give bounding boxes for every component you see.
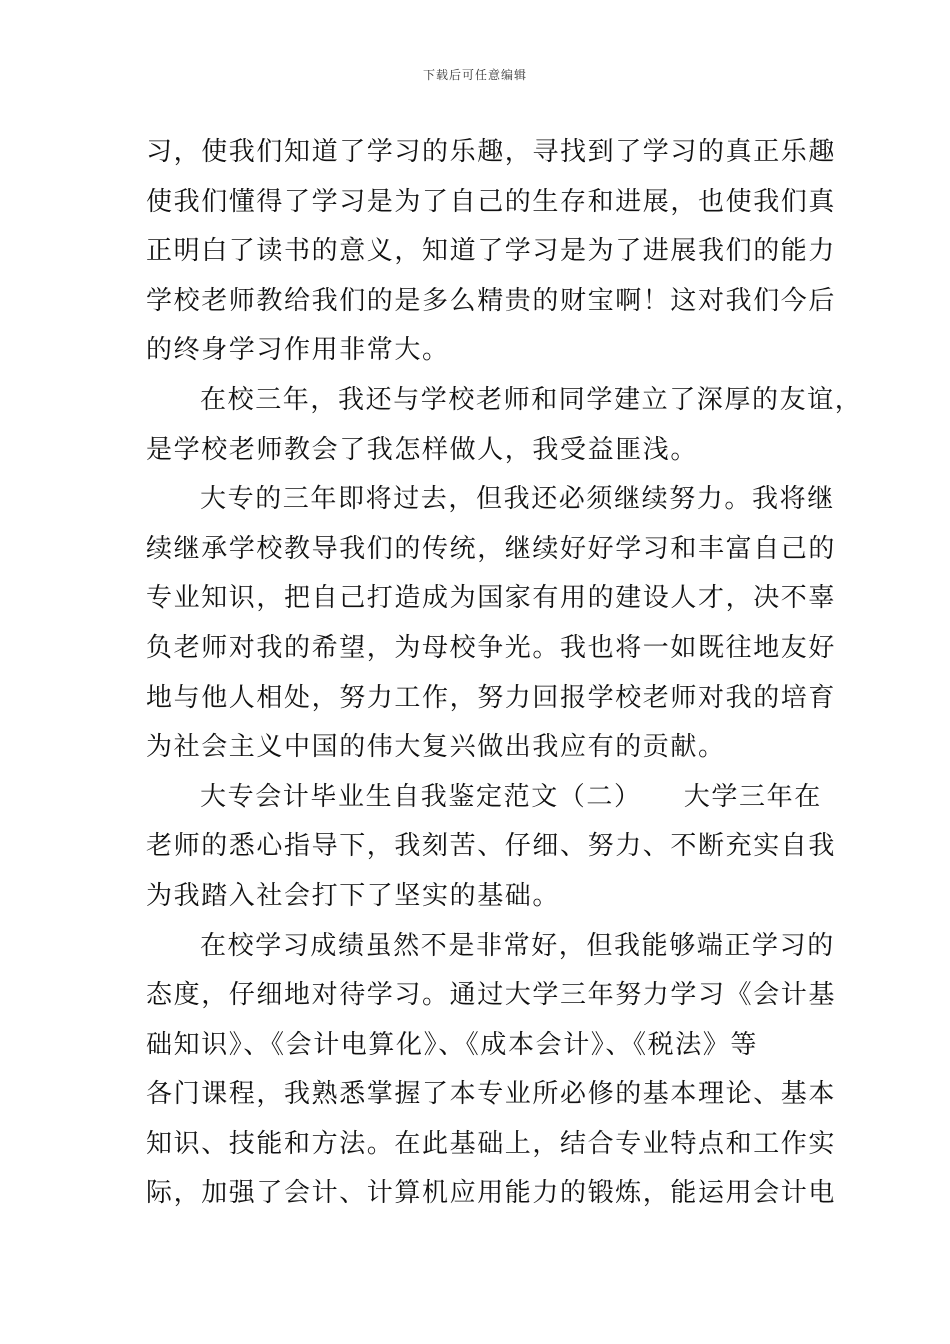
text-line: 是学校老师教会了我怎样做人，我受益匪浅。 <box>146 434 699 465</box>
document-body <box>146 128 863 1219</box>
text-line: 使我们懂得了学习是为了自己的生存和进展，也使我们真 <box>146 186 837 217</box>
text-line: 正明白了读书的意义，知道了学习是为了进展我们的能力 <box>146 236 837 267</box>
paragraph-start-line: 在校三年，我还与学校老师和同学建立了深厚的友谊， <box>200 384 863 415</box>
text-line: 老师的悉心指导下，我刻苦、仔细、努力、不断充实自我 <box>146 831 837 862</box>
text-line: 地与他人相处，努力工作，努力回报学校老师对我的培育 <box>146 682 837 713</box>
paragraph-start-line: 大专的三年即将过去，但我还必须继续努力。我将继 <box>200 484 835 515</box>
text-line: 的终身学习作用非常大。 <box>146 335 450 366</box>
text-line: 知识、技能和方法。在此基础上，结合专业特点和工作实 <box>146 1128 837 1159</box>
text-line: 际，加强了会计、计算机应用能力的锻炼，能运用会计电 <box>146 1178 837 1209</box>
text-line: 学校老师教给我们的是多么精贵的财宝啊！这对我们今后 <box>146 285 837 316</box>
text-line: 础知识》、《会计电算化》、《成本会计》、《税法》等 <box>146 1029 759 1060</box>
text-line: 态度，仔细地对待学习。通过大学三年努力学习《会计基 <box>146 980 837 1011</box>
text-line: 续继承学校教导我们的传统，继续好好学习和丰富自己的 <box>146 533 837 564</box>
text-line: 专业知识，把自己打造成为国家有用的建设人才，决不辜 <box>146 583 837 614</box>
text-line: 为社会主义中国的伟大复兴做出我应有的贡献。 <box>146 732 726 763</box>
text-line: 各门课程，我熟悉掌握了本专业所必修的基本理论、基本 <box>146 1079 837 1110</box>
paragraph-start-line: 在校学习成绩虽然不是非常好，但我能够端正学习的 <box>200 930 835 961</box>
text-line: 习，使我们知道了学习的乐趣，寻找到了学习的真正乐趣 <box>146 137 837 167</box>
section-heading-line: 大专会计毕业生自我鉴定范文（二） 大学三年在 <box>200 781 822 812</box>
page-header: 下载后可任意编辑 <box>422 68 527 82</box>
text-line: 为我踏入社会打下了坚实的基础。 <box>146 880 561 911</box>
text-line: 负老师对我的希望，为母校争光。我也将一如既往地友好 <box>146 632 837 663</box>
